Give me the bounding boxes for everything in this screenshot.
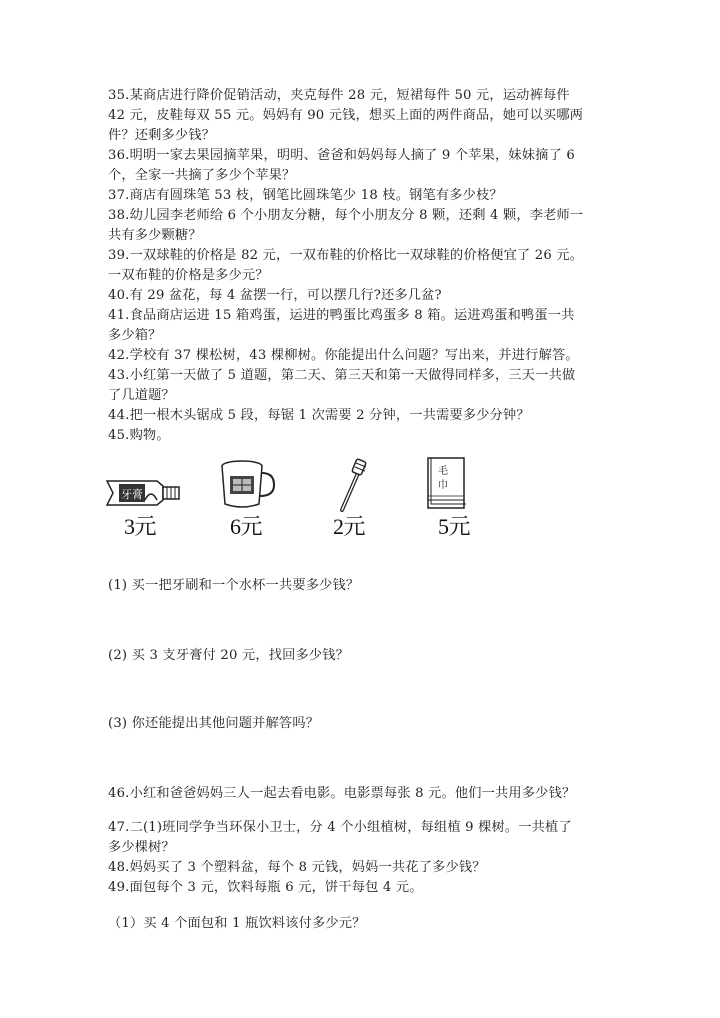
- q36-line-2: 个，全家一共摘了多少个苹果？: [108, 168, 296, 183]
- q48-line-1: 48.妈妈买了 3 个塑料盆，每个 8 元钱，妈妈一共花了多少钱？: [108, 860, 486, 875]
- q35-line-1: 35.某商店进行降价促销活动，夹克每件 28 元，短裙每件 50 元，运动裤每件: [108, 88, 570, 103]
- toothpaste-icon: [105, 478, 185, 508]
- q49-line-1: 49.面包每个 3 元，饮料每瓶 6 元，饼干每包 4 元。: [108, 880, 423, 895]
- q39-line-2: 一双布鞋的价格是多少元？: [108, 268, 269, 283]
- toothpaste-price: 3元: [124, 514, 157, 539]
- svg-text:牙膏: 牙膏: [121, 488, 143, 501]
- q43-line-2: 了几道题？: [108, 388, 175, 403]
- towel-icon: [424, 454, 470, 512]
- q49-sub-1: （1）买 4 个面包和 1 瓶饮料该付多少元？: [108, 916, 366, 931]
- q40-line-1: 40.有 29 盆花，每 4 盆摆一行，可以摆几行?还多几盆?: [108, 288, 442, 303]
- q35-line-2: 42 元，皮鞋每双 55 元。妈妈有 90 元钱，想买上面的两件商品，她可以买哪两: [108, 108, 584, 123]
- q38-line-1: 38.幼儿园李老师给 6 个小朋友分糖，每个小朋友分 8 颗，还剩 4 颗，李老师一: [108, 208, 584, 223]
- cup-icon: [216, 458, 278, 510]
- q41-line-1: 41.食品商店运进 15 箱鸡蛋，运进的鸭蛋比鸡蛋多 8 箱。运进鸡蛋和鸭蛋一共: [108, 308, 575, 323]
- q47-line-2: 多少棵树？: [108, 840, 175, 855]
- towel-label-1: 毛: [438, 466, 448, 477]
- toothbrush-icon: [334, 458, 370, 512]
- q43-line-1: 43.小红第一天做了 5 道题，第二天、第三天和第一天做得同样多，三天一共做: [108, 368, 576, 383]
- q37-line-1: 37.商店有圆珠笔 53 枝，钢笔比圆珠笔少 18 枝。钢笔有多少枝？: [108, 188, 503, 203]
- towel-price: 5元: [438, 514, 471, 539]
- q42-line-1: 42.学校有 37 棵松树，43 棵柳树。你能提出什么问题？写出来，并进行解答。: [108, 348, 579, 363]
- q35-line-3: 件？还剩多少钱？: [108, 128, 216, 143]
- toothbrush-price: 2元: [333, 514, 366, 539]
- q44-line-1: 44.把一根木头锯成 5 段，每锯 1 次需要 2 分钟，一共需要多少分钟？: [108, 408, 530, 423]
- q46-line-1: 46.小红和爸爸妈妈三人一起去看电影。电影票每张 8 元。他们一共用多少钱？: [108, 786, 576, 801]
- q45-sub-3: (3) 你还能提出其他问题并解答吗？: [108, 716, 320, 731]
- q41-line-2: 多少箱？: [108, 328, 162, 343]
- cup-price: 6元: [230, 514, 263, 539]
- q45-sub-1: (1) 买一把牙刷和一个水杯一共要多少钱？: [108, 578, 360, 593]
- q45-line-1: 45.购物。: [108, 428, 170, 443]
- q36-line-1: 36.明明一家去果园摘苹果，明明、爸爸和妈妈每人摘了 9 个苹果，妹妹摘了 6: [108, 148, 575, 163]
- q47-line-1: 47.二(1)班同学争当环保小卫士，分 4 个小组植树，每组植 9 棵树。一共植了: [108, 820, 572, 835]
- q38-line-2: 共有多少颗糖？: [108, 228, 202, 243]
- q45-sub-2: (2) 买 3 支牙膏付 20 元，找回多少钱？: [108, 648, 350, 663]
- towel-label-2: 巾: [438, 480, 448, 491]
- q39-line-1: 39.一双球鞋的价格是 82 元，一双布鞋的价格比一双球鞋的价格便宜了 26 元。: [108, 248, 584, 263]
